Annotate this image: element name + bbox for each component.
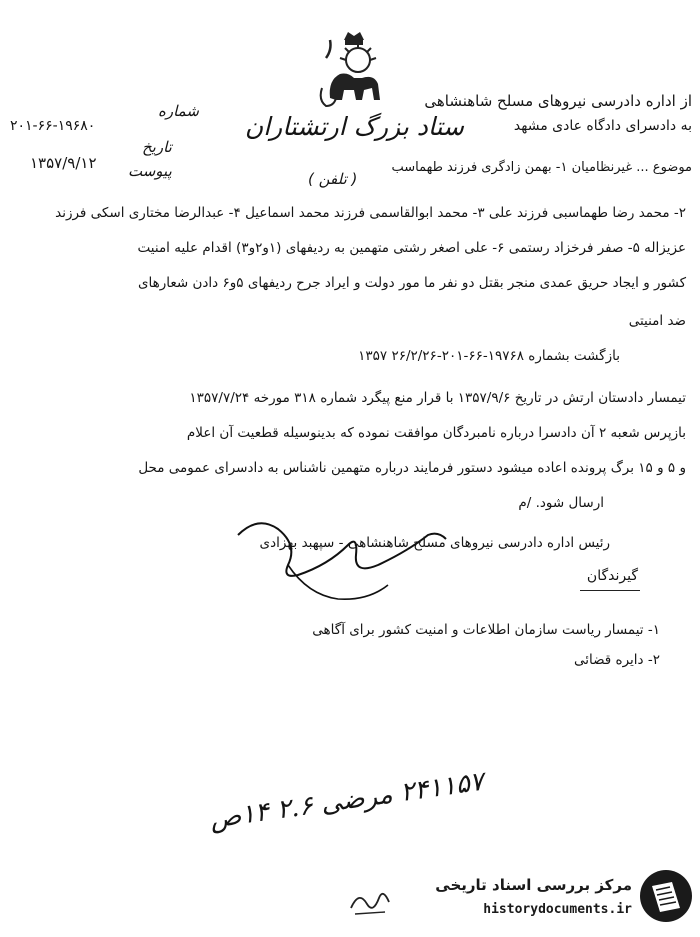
letter-number-value: ۲۰۱-۶۶-۱۹۶۸۰ bbox=[10, 118, 96, 134]
archive-watermark bbox=[435, 862, 694, 930]
body-line-5: تیمسار دادستان ارتش در تاریخ ۱۳۵۷/۹/۶ با قرار منع پیگرد شماره ۳۱۸ مورخه ۱۳۵۷/۷/۲۴ bbox=[189, 390, 686, 406]
body-line-2: عزیزاله ۵- صفر فرخزاد رستمی ۶- علی اصغر رشتی متهمین به ردیفهای (۱و۲و۳) اقدام علیه امنیت bbox=[137, 240, 686, 256]
body-line-7: و ۵ و ۱۵ برگ پرونده اعاده میشود دستور فرمایند درباره متهمین ناشناس به دادسرای عمومی محل bbox=[138, 460, 686, 476]
reference-line: بازگشت بشماره ۱۹۷۶۸-۶۶-۲۰۱-۲۶/۲/۲۶ ۱۳۵۷ bbox=[358, 348, 620, 364]
watermark-url-text: historydocuments.ir bbox=[483, 902, 632, 917]
letter-date-value: ۱۳۵۷/۹/۱۲ bbox=[30, 154, 97, 172]
sender-organization: از اداره دادرسی نیروهای مسلح شاهنشاهی bbox=[424, 92, 692, 110]
letter-number-label: شماره bbox=[158, 102, 199, 120]
lion-and-sun-emblem-icon bbox=[318, 28, 390, 108]
letter-date-label: تاریخ bbox=[142, 138, 172, 156]
signatory-line: رئیس اداره دادرسی نیروهای مسلح شاهنشاهی - سپهبد بهزادی bbox=[259, 535, 610, 551]
letter-attachment-label: پیوست bbox=[128, 162, 172, 180]
letter-subject: موضوع ... غیرنظامیان ۱- بهمن زادگری فرزند طهماسب bbox=[391, 160, 692, 175]
body-line-3: کشور و ایجاد حریق عمدی منجر بقتل دو نفر ما مور دولت و ایراد جرح ردیفهای ۵و۶ دادن شعارهای bbox=[137, 275, 686, 291]
recipient-item-1: ۱- تیمسار ریاست سازمان اطلاعات و امنیت کشور برای آگاهی bbox=[312, 622, 660, 638]
archive-logo-icon bbox=[638, 868, 694, 924]
handwritten-signature-icon bbox=[228, 505, 458, 605]
recipients-underline bbox=[580, 590, 640, 591]
recipient-item-2: ۲- دایره قضائی bbox=[573, 652, 660, 668]
handwritten-archive-note: ۲۴۱۱۵۷ مرضی ۲.۶ ۱۴ص bbox=[207, 766, 486, 835]
send-instruction: ارسال شود. /م bbox=[518, 495, 604, 511]
watermark-persian-text: مرکز بررسی اسناد تاریخی bbox=[435, 876, 632, 894]
letterhead-title: ستاد بزرگ ارتشتاران bbox=[244, 112, 464, 141]
body-line-1: ۲- محمد رضا طهماسبی فرزند علی ۳- محمد ابوالقاسمی فرزند محمد اسماعیل ۴- عبدالرضا مختاری اسکی فرزند bbox=[55, 205, 686, 221]
recipients-heading: گیرندگان bbox=[586, 568, 638, 584]
body-line-6: بازپرس شعبه ۲ آن دادسرا درباره نامبردگان موافقت نموده که بدینوسیله قطعیت آن اعلام bbox=[186, 425, 686, 441]
phone-note: ( تلفن ) bbox=[308, 170, 358, 188]
recipient-organization: به دادسرای دادگاه عادی مشهد bbox=[513, 118, 692, 134]
handwritten-initials-icon bbox=[345, 880, 395, 920]
body-line-4: ضد امنیتی bbox=[628, 313, 686, 329]
